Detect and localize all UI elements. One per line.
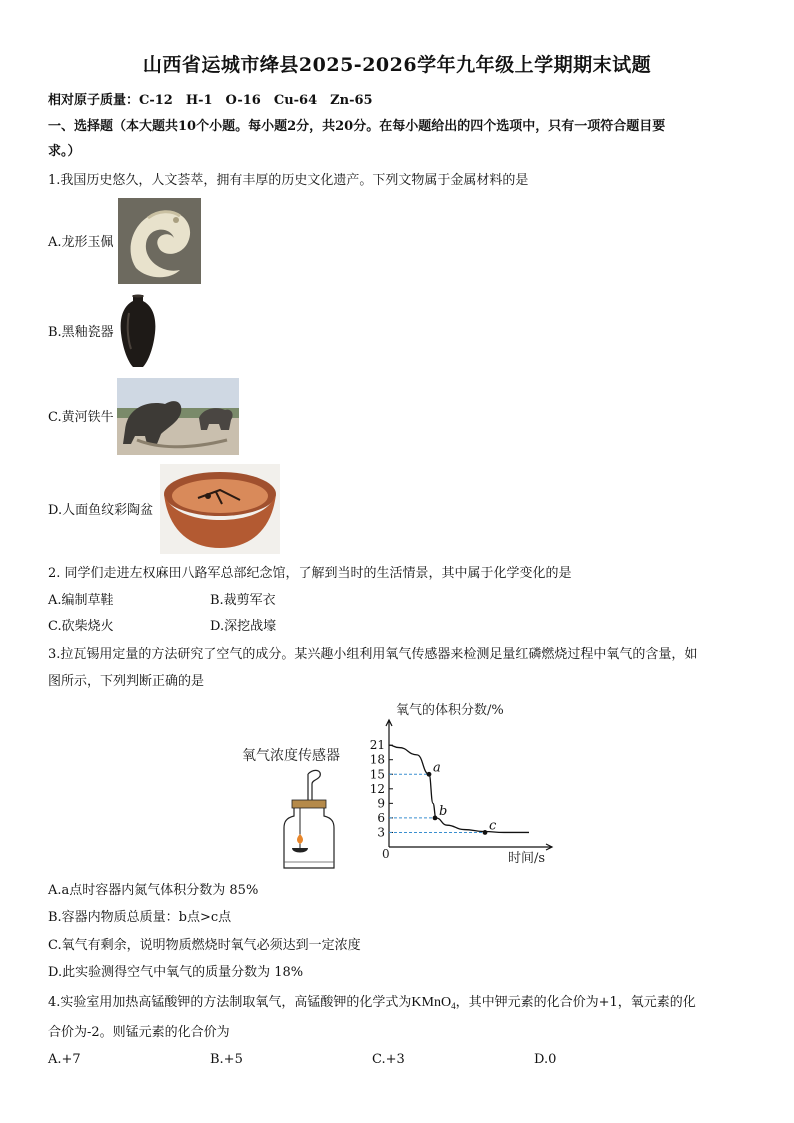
chart-y-tick-label: 9	[377, 796, 385, 811]
q3-option-d: D.此实验测得空气中氧气的质量分数为 18%	[48, 965, 304, 980]
chart-x-axis-label: 时间/s	[508, 851, 546, 866]
chart-y-tick-label: 12	[369, 781, 385, 796]
chart-y-axis-label: 氧气的体积分数/%	[396, 703, 504, 718]
chart-point-c	[483, 830, 488, 835]
q4-formula-main: KMnO	[411, 995, 452, 1010]
chart-y-tick-label: 3	[377, 825, 385, 840]
black-glaze-vase-image	[117, 293, 159, 369]
question-2-stem: 2. 同学们走进左权麻田八路军总部纪念馆，了解到当时的生活情景，其中属于化学变化的是	[48, 566, 572, 581]
chart-points	[427, 760, 497, 835]
q1-option-b: B.黑釉瓷器	[48, 325, 114, 340]
sensor-label: 氧气浓度传感器	[242, 748, 340, 764]
q1-option-a: A.龙形玉佩	[48, 235, 114, 250]
chart-y-tick-label: 18	[369, 752, 385, 767]
oxygen-volume-chart	[362, 698, 562, 870]
question-1-stem: 1.我国历史悠久，人文荟萃，拥有丰厚的历史文化遗产。下列文物属于金属材料的是	[48, 173, 529, 188]
chart-y-tick-label: 21	[369, 738, 385, 753]
chart-point-label-a: a	[433, 760, 441, 776]
chart-point-label-c: c	[489, 818, 497, 834]
chart-y-tick-label: 15	[369, 767, 385, 782]
q2-option-a: A.编制草鞋	[48, 593, 114, 608]
q3-option-c: C.氧气有剩余，说明物质燃烧时氧气必须达到一定浓度	[48, 938, 361, 953]
yellow-river-iron-ox-image	[117, 378, 239, 455]
q2-option-b: B.裁剪军衣	[210, 593, 276, 608]
q4-formula	[411, 995, 455, 1010]
section-heading-line1: 一、选择题（本大题共10个小题。每小题2分，共20分。在每小题给出的四个选项中，只有一项符合题目要	[48, 119, 666, 134]
q4-option-d: D.0	[534, 1052, 557, 1067]
q3-option-b: B.容器内物质总质量：b点>c点	[48, 910, 232, 925]
q1-option-c: C.黄河铁牛	[48, 410, 114, 425]
q4-option-b: B.+5	[210, 1052, 243, 1067]
atomic-mass-line: 相对原子质量：C-12 H-1 O-16 Cu-64 Zn-65	[48, 93, 373, 108]
chart-axes	[386, 720, 552, 850]
q1-option-d: D.人面鱼纹彩陶盆	[48, 503, 154, 518]
chart-guide-lines	[389, 774, 485, 832]
question-3-stem-line2: 图所示，下列判断正确的是	[48, 674, 205, 689]
q2-option-c: C.砍柴烧火	[48, 619, 114, 634]
question-3-stem-line1: 3.拉瓦锡用定量的方法研究了空气的成分。某兴趣小组利用氧气传感器来检测足量红磷燃烧过程中氧气的含量，如	[48, 647, 698, 662]
q4-option-a: A.+7	[48, 1052, 81, 1067]
q4-stem-after: ，其中钾元素的化合价为+1，氧元素的化	[455, 995, 696, 1010]
question-4-stem-line1	[48, 994, 696, 1015]
chart-point-b	[433, 816, 438, 821]
page-title: 山西省运城市绛县2025-2026学年九年级上学期期末试题	[142, 54, 652, 76]
jade-dragon-pendant-image	[118, 198, 201, 284]
chart-origin-label: 0	[382, 847, 390, 861]
chart-point-label-b: b	[439, 803, 448, 819]
question-4-stem-line2: 合价为-2。则锰元素的化合价为	[48, 1025, 230, 1040]
q2-option-d: D.深挖战壕	[210, 619, 277, 634]
q3-option-a: A.a点时容器内氮气体积分数为 85%	[48, 883, 259, 898]
oxygen-sensor-apparatus	[240, 740, 360, 872]
chart-y-tick-label: 6	[377, 810, 385, 825]
section-heading-line2: 求。）	[48, 144, 81, 159]
painted-pottery-basin-image	[160, 464, 280, 554]
q4-stem-before: 4.实验室用加热高锰酸钾的方法制取氧气，高锰酸钾的化学式为	[48, 995, 412, 1010]
chart-series-line	[389, 745, 529, 832]
chart-point-a	[427, 772, 432, 777]
q4-formula-subscript: 4	[451, 1001, 456, 1011]
q4-option-c: C.+3	[372, 1052, 405, 1067]
